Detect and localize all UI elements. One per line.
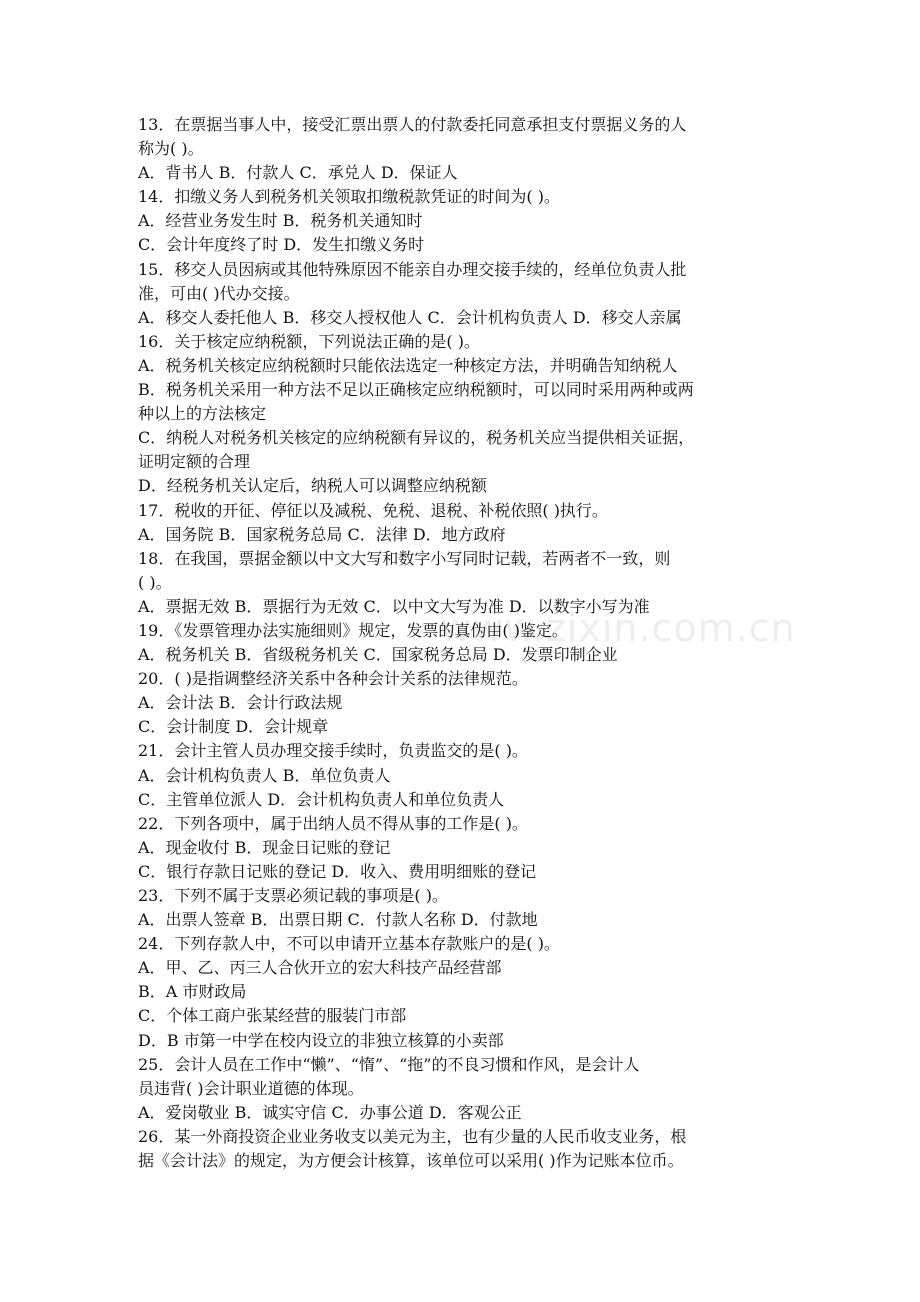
text-line: 22．下列各项中，属于出纳人员不得从事的工作是( )。 [138, 813, 528, 833]
text-line: 14．扣缴义务人到税务机关领取扣缴税款凭证的时间为( )。 [138, 187, 560, 207]
text-line: A．会计法 B．会计行政法规 [138, 693, 343, 713]
document-body [138, 113, 788, 1173]
text-line: 17．税收的开征、停征以及减税、免税、退税、补税依照( )执行。 [138, 500, 608, 520]
text-line: 据《会计法》的规定，为方便会计核算，该单位可以采用( )作为记账本位币。 [138, 1151, 684, 1171]
text-line: A．背书人 B．付款人 C．承兑人 D．保证人 [138, 163, 458, 183]
text-line: C．会计年度终了时 D．发生扣缴义务时 [138, 235, 425, 255]
text-line: D．经税务机关认定后，纳税人可以调整应纳税额 [138, 476, 487, 496]
text-line: 13．在票据当事人中，接受汇票出票人的付款委托同意承担支付票据义务的人 [138, 115, 687, 134]
text-line: A．国务院 B．国家税务总局 C．法律 D．地方政府 [138, 524, 506, 544]
text-line: 称为( )。 [138, 139, 204, 159]
text-line: 23．下列不属于支票必须记载的事项是( )。 [138, 886, 448, 905]
text-line: A．税务机关 B．省级税务机关 C．国家税务总局 D．发票印制企业 [138, 645, 618, 665]
text-line: 18．在我国，票据金额以中文大写和数字小写同时记载，若两者不一致，则 [138, 548, 671, 568]
text-line: B．A 市财政局 [138, 982, 247, 1002]
text-line: A．甲、乙、丙三人合伙开立的宏大科技产品经营部 [138, 958, 502, 978]
text-line: 证明定额的合理 [138, 452, 251, 472]
text-line: 员违背( )会计职业道德的体现。 [138, 1078, 364, 1098]
text-line: A．现金收付 B．现金日记账的登记 [138, 837, 391, 857]
text-line: C．会计制度 D．会计规章 [138, 717, 329, 737]
text-line: C．纳税人对税务机关核定的应纳税额有异议的，税务机关应当提供相关证据， [138, 428, 695, 448]
text-line: A．会计机构负责人 B．单位负责人 [138, 765, 391, 785]
text-line: 20．( )是指调整经济关系中各种会计关系的法律规范。 [138, 669, 528, 689]
text-line: 25．会计人员在工作中“懒”、“惰”、“拖”的不良习惯和作风，是会计人 [138, 1054, 640, 1074]
text-line: A．票据无效 B．票据行为无效 C．以中文大写为准 D．以数字小写为准 [138, 596, 650, 616]
text-line: A．经营业务发生时 B．税务机关通知时 [138, 211, 423, 231]
text-line: 26．某一外商投资企业业务收支以美元为主，也有少量的人民币收支业务，根 [138, 1126, 687, 1146]
text-line: B．税务机关采用一种方法不足以正确核定应纳税额时，可以同时采用两种或两 [138, 380, 694, 400]
text-line: 16．关于核定应纳税额，下列说法正确的是( )。 [138, 331, 480, 351]
text-line: 15．移交人员因病或其他特殊原因不能亲自办理交接手续的，经单位负责人批 [138, 259, 687, 279]
text-line: A．税务机关核定应纳税额时只能依法选定一种核定方法，并明确告知纳税人 [138, 355, 678, 375]
text-line: ( )。 [138, 572, 172, 592]
text-line: C．银行存款日记账的登记 D．收入、费用明细账的登记 [138, 861, 537, 881]
text-line: A．爱岗敬业 B．诚实守信 C．办事公道 D．客观公正 [138, 1102, 522, 1122]
text-line: A．移交人委托他人 B．移交人授权他人 C．会计机构负责人 D．移交人亲属 [138, 307, 682, 327]
text-line: A．出票人签章 B．出票日期 C．付款人名称 D．付款地 [138, 910, 538, 930]
text-line: C．个体工商户张某经营的服装门市部 [138, 1006, 407, 1026]
text-line: 24．下列存款人中，不可以申请开立基本存款账户的是( )。 [138, 934, 560, 954]
watermark-text: www.zixin.com.cn [440, 606, 796, 650]
text-line: 准，可由( )代办交接。 [138, 283, 300, 303]
text-line: 21．会计主管人员办理交接手续时，负责监交的是( )。 [138, 741, 528, 761]
text-line: 种以上的方法核定 [138, 404, 267, 424]
text-line: D．B 市第一中学在校内设立的非独立核算的小卖部 [138, 1030, 504, 1050]
text-line: C．主管单位派人 D．会计机构负责人和单位负责人 [138, 789, 505, 809]
text-line: 19．《发票管理办法实施细则》规定，发票的真伪由( )鉴定。 [138, 620, 568, 640]
